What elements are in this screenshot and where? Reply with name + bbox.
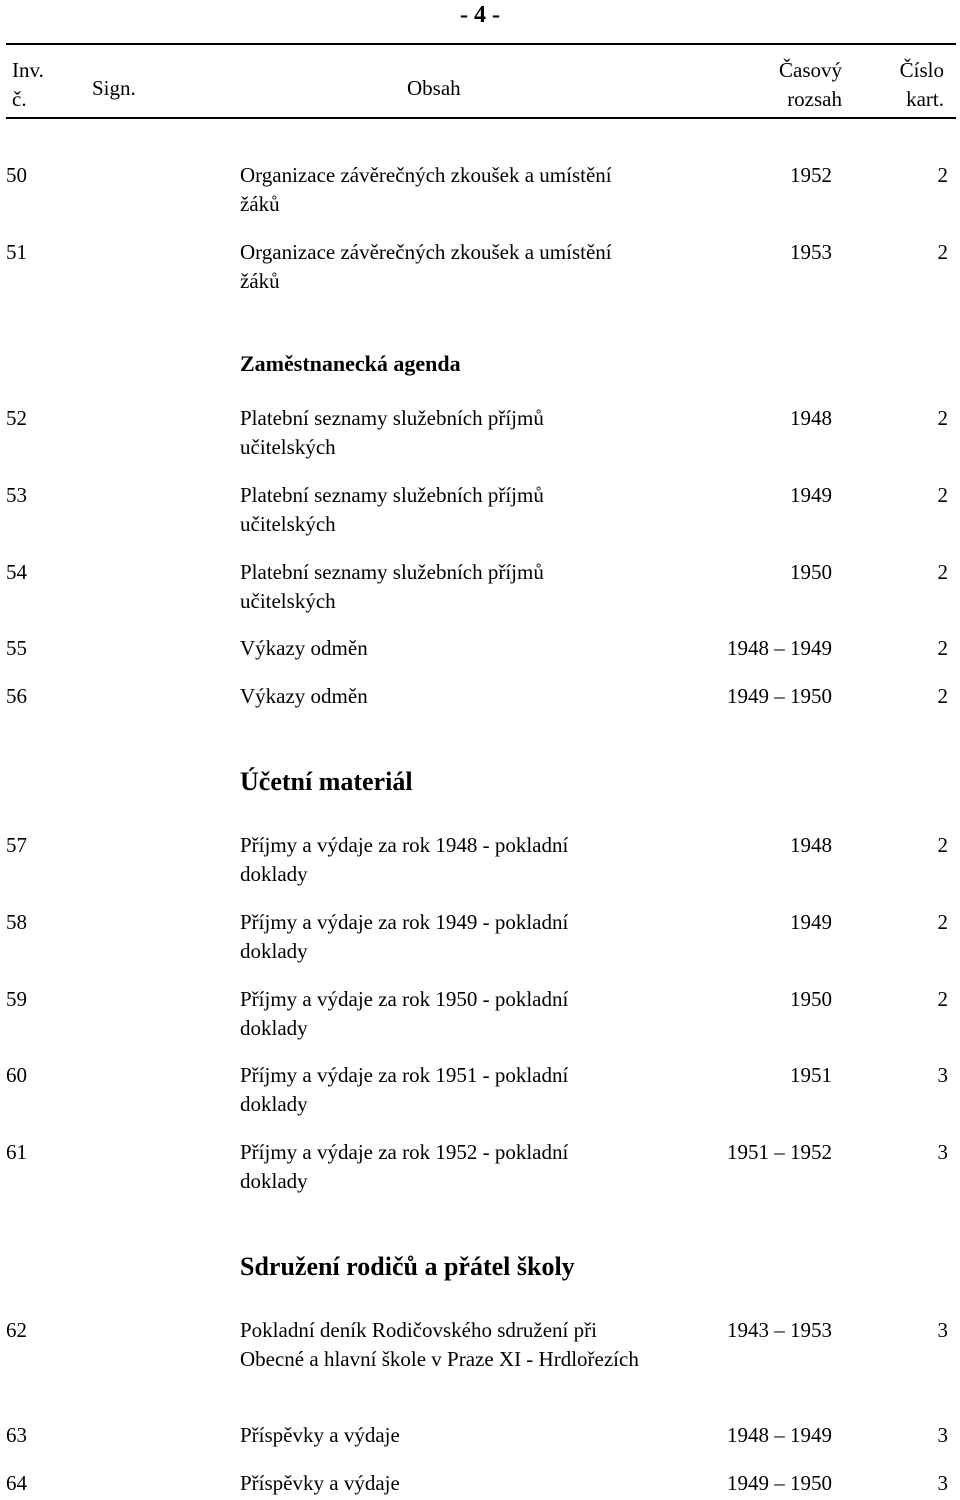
header-inventory-number — [12, 56, 72, 114]
header-inv-line1: Inv. — [12, 58, 44, 82]
row-description: Příjmy a výdaje za rok 1948 - pokladní doklady — [240, 833, 569, 886]
header-range-line1: Časový — [779, 58, 842, 82]
row-number: 55 — [6, 636, 27, 660]
row-description: Příspěvky a výdaje — [240, 1471, 400, 1495]
row-number: 54 — [6, 560, 27, 584]
row-number: 57 — [6, 833, 27, 857]
row-card-count: 3 — [937, 1063, 948, 1087]
row-time-range: 1952 — [790, 163, 832, 187]
row-time-range: 1950 — [790, 560, 832, 584]
row-description: Příjmy a výdaje za rok 1949 - pokladní doklady — [240, 910, 569, 963]
row-number: 63 — [6, 1423, 27, 1447]
row-time-range: 1948 — [790, 406, 832, 430]
row-number: 59 — [6, 987, 27, 1011]
row-card-count: 2 — [937, 684, 948, 708]
section-heading-parents-association: Sdružení rodičů a přátel školy — [240, 1252, 575, 1281]
row-card-count: 2 — [937, 240, 948, 264]
row-time-range: 1953 — [790, 240, 832, 264]
row-number: 61 — [6, 1140, 27, 1164]
row-card-count: 3 — [937, 1423, 948, 1447]
header-cards-line2: kart. — [906, 87, 944, 111]
row-time-range: 1950 — [790, 987, 832, 1011]
row-number: 58 — [6, 910, 27, 934]
row-number: 64 — [6, 1471, 27, 1495]
row-description: Příspěvky a výdaje — [240, 1423, 400, 1447]
row-card-count: 2 — [937, 483, 948, 507]
row-description: Výkazy odměn — [240, 684, 368, 708]
header-signature: Sign. — [92, 76, 136, 100]
row-card-count: 2 — [937, 910, 948, 934]
row-description: Pokladní deník Rodičovského sdružení při Obecné a hlavní škole v Praze XI - Hrdlořezích — [240, 1318, 639, 1371]
row-description: Platební seznamy služebních příjmů učitelských — [240, 483, 544, 536]
header-time-range — [750, 56, 842, 114]
header-range-line2: rozsah — [787, 87, 842, 111]
row-card-count: 2 — [937, 636, 948, 660]
row-card-count: 3 — [937, 1318, 948, 1342]
header-top-rule — [6, 43, 956, 45]
row-time-range: 1949 — [790, 910, 832, 934]
row-description: Platební seznamy služebních příjmů učitelských — [240, 560, 544, 613]
row-time-range: 1949 — [790, 483, 832, 507]
section-heading-staff-agenda: Zaměstnanecká agenda — [240, 351, 461, 376]
row-card-count: 2 — [937, 833, 948, 857]
row-number: 60 — [6, 1063, 27, 1087]
row-time-range: 1948 — [790, 833, 832, 857]
row-time-range: 1951 — [790, 1063, 832, 1087]
row-time-range: 1949 – 1950 — [727, 1471, 832, 1495]
row-time-range: 1951 – 1952 — [727, 1140, 832, 1164]
row-card-count: 2 — [937, 406, 948, 430]
row-card-count: 2 — [937, 560, 948, 584]
row-card-count: 2 — [937, 987, 948, 1011]
row-time-range: 1948 – 1949 — [727, 636, 832, 660]
row-description: Organizace závěrečných zkoušek a umístění žáků — [240, 163, 612, 216]
row-number: 56 — [6, 684, 27, 708]
row-description: Příjmy a výdaje za rok 1951 - pokladní doklady — [240, 1063, 569, 1116]
row-time-range: 1948 – 1949 — [727, 1423, 832, 1447]
header-inv-line2: č. — [12, 87, 27, 111]
row-description: Platební seznamy služebních příjmů učitelských — [240, 406, 544, 459]
header-card-number — [860, 56, 944, 114]
row-card-count: 3 — [937, 1140, 948, 1164]
section-heading-accounting-material: Účetní materiál — [240, 767, 413, 796]
header-bottom-rule — [6, 117, 956, 119]
row-number: 51 — [6, 240, 27, 264]
row-description: Výkazy odměn — [240, 636, 368, 660]
page-number: - 4 - — [460, 2, 500, 28]
row-number: 50 — [6, 163, 27, 187]
row-card-count: 3 — [937, 1471, 948, 1495]
header-content: Obsah — [407, 76, 461, 100]
row-number: 62 — [6, 1318, 27, 1342]
row-time-range: 1949 – 1950 — [727, 684, 832, 708]
row-card-count: 2 — [937, 163, 948, 187]
row-time-range: 1943 – 1953 — [727, 1318, 832, 1342]
row-description: Příjmy a výdaje za rok 1952 - pokladní doklady — [240, 1140, 569, 1193]
row-number: 52 — [6, 406, 27, 430]
header-cards-line1: Číslo — [899, 58, 944, 82]
row-description: Organizace závěrečných zkoušek a umístění žáků — [240, 240, 612, 293]
row-description: Příjmy a výdaje za rok 1950 - pokladní doklady — [240, 987, 569, 1040]
row-number: 53 — [6, 483, 27, 507]
